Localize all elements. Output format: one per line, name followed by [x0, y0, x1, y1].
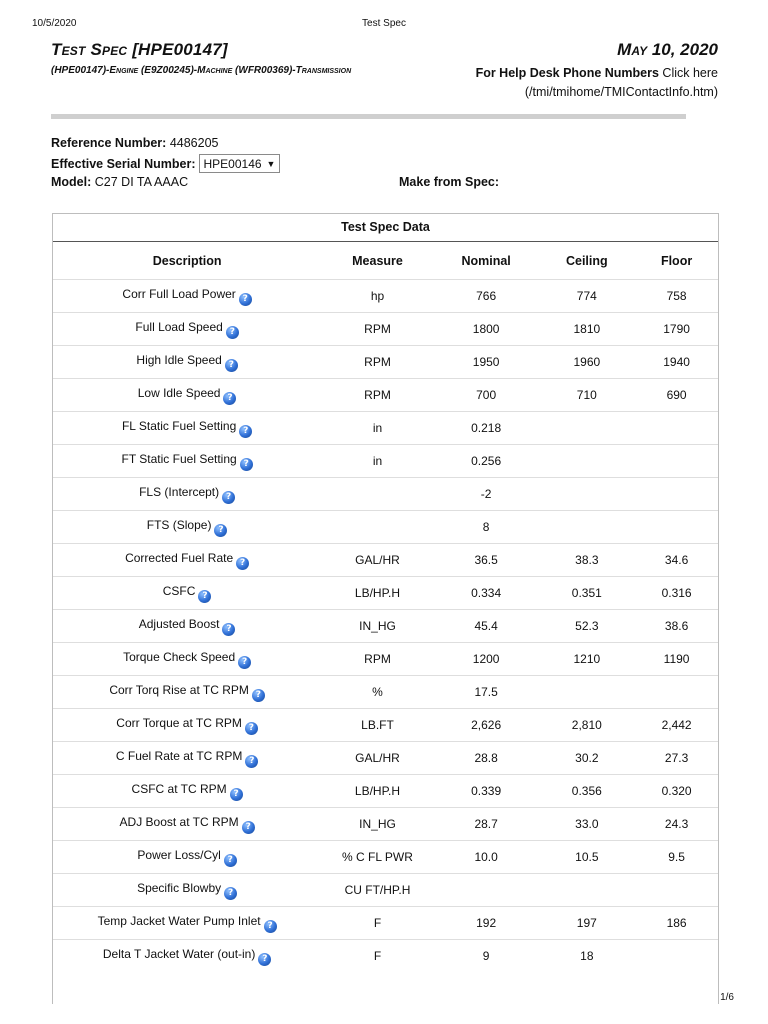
- help-icon[interactable]: ?: [236, 557, 249, 570]
- nominal-text: -2: [480, 487, 492, 501]
- table-row: [53, 577, 718, 610]
- table-header-row: [53, 242, 718, 280]
- help-icon[interactable]: ?: [224, 887, 237, 900]
- cell-floor: [635, 775, 718, 808]
- floor-text: 34.6: [664, 553, 689, 567]
- cell-measure: [321, 412, 434, 445]
- ceiling-text: 197: [576, 916, 597, 930]
- column-header-measure: Measure: [352, 253, 403, 268]
- description-text: FT Static Fuel Setting: [121, 451, 237, 466]
- cell-ceiling: [538, 346, 635, 379]
- cell-nominal: [434, 478, 539, 511]
- cell-measure: [321, 742, 434, 775]
- nominal-text: 1200: [472, 652, 500, 666]
- make-from-spec-label: Make from Spec:: [399, 175, 500, 189]
- cell-nominal: [434, 511, 539, 544]
- cell-ceiling: [538, 412, 635, 445]
- nominal-text: 28.7: [474, 817, 498, 831]
- cell-floor: [635, 841, 718, 874]
- serial-number-value: HPE00146: [203, 156, 262, 171]
- description-text: Specific Blowby: [137, 880, 222, 895]
- table-row: [53, 511, 718, 544]
- help-icon[interactable]: ?: [239, 425, 252, 438]
- cell-measure: [321, 280, 434, 313]
- cell-measure: [321, 379, 434, 412]
- floor-text: 38.6: [664, 619, 689, 633]
- print-title: Test Spec: [362, 18, 406, 29]
- cell-ceiling: [538, 313, 635, 346]
- cell-measure: [321, 940, 434, 973]
- cell-measure: [321, 907, 434, 940]
- measure-text: IN_HG: [359, 619, 396, 633]
- help-icon[interactable]: ?: [222, 623, 235, 636]
- nominal-text: 1950: [472, 355, 500, 369]
- cell-ceiling: [538, 511, 635, 544]
- cell-description: [53, 379, 321, 412]
- nominal-text: 1800: [472, 322, 500, 336]
- measure-text: RPM: [364, 388, 391, 402]
- ceiling-text: 1810: [573, 322, 601, 336]
- cell-nominal: [434, 709, 539, 742]
- cell-measure: [321, 676, 434, 709]
- measure-text: LB/HP.H: [354, 586, 401, 600]
- cell-floor: [635, 544, 718, 577]
- measure-text: RPM: [364, 355, 391, 369]
- description-text: Adjusted Boost: [138, 616, 220, 631]
- cell-description: [53, 940, 321, 973]
- cell-ceiling: [538, 544, 635, 577]
- cell-measure: [321, 808, 434, 841]
- measure-text: GAL/HR: [355, 553, 400, 567]
- ceiling-text: 33.0: [575, 817, 599, 831]
- cell-nominal: [434, 775, 539, 808]
- serial-number-label: Effective Serial Number:: [51, 156, 196, 171]
- cell-measure: [321, 478, 434, 511]
- table-row: [53, 280, 718, 313]
- measure-text: RPM: [364, 652, 391, 666]
- model: [51, 175, 188, 189]
- cell-description: [53, 841, 321, 874]
- print-header: [0, 18, 768, 32]
- model-label: Model:: [51, 175, 92, 189]
- help-icon[interactable]: ?: [225, 359, 238, 372]
- description-text: Corrected Fuel Rate: [125, 550, 234, 565]
- cell-nominal: [434, 907, 539, 940]
- help-icon[interactable]: ?: [264, 920, 277, 933]
- column-header-ceiling: Ceiling: [565, 253, 608, 268]
- cell-nominal: [434, 445, 539, 478]
- help-desk-info: [476, 64, 718, 102]
- table-row: [53, 940, 718, 973]
- page-number: 1/6: [720, 992, 734, 1003]
- help-icon[interactable]: ?: [198, 590, 211, 603]
- help-desk-link[interactable]: Click here: [662, 66, 718, 80]
- ceiling-text: 1960: [573, 355, 601, 369]
- ceiling-text: 710: [576, 388, 597, 402]
- table-row: [53, 676, 718, 709]
- table-row: [53, 841, 718, 874]
- test-spec-table: [53, 242, 718, 972]
- cell-description: [53, 478, 321, 511]
- ceiling-text: 38.3: [575, 553, 599, 567]
- description-text: Corr Torque at TC RPM: [116, 715, 242, 730]
- cell-floor: [635, 610, 718, 643]
- measure-text: F: [373, 949, 382, 963]
- cell-nominal: [434, 940, 539, 973]
- cell-measure: [321, 445, 434, 478]
- cell-floor: [635, 313, 718, 346]
- table-row: [53, 775, 718, 808]
- ceiling-text: 1210: [573, 652, 601, 666]
- cell-ceiling: [538, 907, 635, 940]
- table-row: [53, 445, 718, 478]
- measure-text: in: [372, 454, 383, 468]
- floor-text: 27.3: [664, 751, 689, 765]
- help-icon[interactable]: ?: [245, 722, 258, 735]
- cell-measure: [321, 709, 434, 742]
- nominal-text: 10.0: [474, 850, 498, 864]
- cell-measure: [321, 610, 434, 643]
- cell-nominal: [434, 610, 539, 643]
- help-icon[interactable]: ?: [239, 293, 252, 306]
- floor-text: 2,442: [661, 718, 692, 732]
- cell-ceiling: [538, 379, 635, 412]
- cell-description: [53, 577, 321, 610]
- description-text: C Fuel Rate at TC RPM: [115, 748, 243, 763]
- nominal-text: 766: [476, 289, 497, 303]
- cell-floor: [635, 511, 718, 544]
- cell-description: [53, 643, 321, 676]
- measure-text: hp: [370, 289, 385, 303]
- cell-description: [53, 808, 321, 841]
- table-row: [53, 478, 718, 511]
- cell-measure: [321, 841, 434, 874]
- cell-measure: [321, 775, 434, 808]
- cell-nominal: [434, 676, 539, 709]
- cell-description: [53, 346, 321, 379]
- help-icon[interactable]: ?: [252, 689, 265, 702]
- help-icon[interactable]: ?: [240, 458, 253, 471]
- ceiling-text: 774: [576, 289, 597, 303]
- nominal-text: 8: [482, 520, 490, 534]
- table-row: [53, 907, 718, 940]
- cell-ceiling: [538, 709, 635, 742]
- cell-measure: [321, 313, 434, 346]
- measure-text: LB.FT: [361, 718, 394, 732]
- help-desk-label: For Help Desk Phone Numbers: [475, 66, 659, 80]
- print-date: 10/5/2020: [32, 18, 77, 29]
- description-text: FL Static Fuel Setting: [121, 418, 237, 433]
- header-divider: [51, 114, 686, 119]
- ceiling-text: 10.5: [575, 850, 599, 864]
- cell-nominal: [434, 808, 539, 841]
- measure-text: % C FL PWR: [342, 850, 413, 864]
- help-icon[interactable]: ?: [226, 326, 239, 339]
- floor-text: 24.3: [664, 817, 689, 831]
- ceiling-text: 0.356: [571, 784, 602, 798]
- cell-measure: [321, 346, 434, 379]
- cell-nominal: [434, 379, 539, 412]
- cell-ceiling: [538, 940, 635, 973]
- cell-nominal: [434, 346, 539, 379]
- help-icon[interactable]: ?: [245, 755, 258, 768]
- description-text: Corr Torq Rise at TC RPM: [109, 682, 249, 697]
- cell-floor: [635, 808, 718, 841]
- column-header-nominal: Nominal: [461, 253, 511, 268]
- effective-serial-number: [51, 154, 280, 173]
- help-icon[interactable]: ?: [242, 821, 255, 834]
- measure-text: F: [373, 916, 382, 930]
- measure-text: IN_HG: [359, 817, 396, 831]
- cell-nominal: [434, 742, 539, 775]
- description-text: ADJ Boost at TC RPM: [119, 814, 239, 829]
- description-text: High Idle Speed: [136, 352, 222, 367]
- cell-ceiling: [538, 478, 635, 511]
- cell-nominal: [434, 280, 539, 313]
- cell-ceiling: [538, 676, 635, 709]
- serial-number-select[interactable]: [199, 154, 281, 173]
- measure-text: LB/HP.H: [354, 784, 401, 798]
- nominal-text: 45.4: [474, 619, 498, 633]
- cell-description: [53, 544, 321, 577]
- cell-measure: [321, 643, 434, 676]
- description-text: Low Idle Speed: [137, 385, 221, 400]
- help-icon[interactable]: ?: [214, 524, 227, 537]
- cell-floor: [635, 412, 718, 445]
- cell-description: [53, 709, 321, 742]
- cell-ceiling: [538, 775, 635, 808]
- help-icon[interactable]: ?: [224, 854, 237, 867]
- reference-number-label: Reference Number:: [51, 136, 167, 150]
- column-header-floor: Floor: [660, 253, 693, 268]
- floor-text: 1940: [663, 355, 690, 369]
- description-text: Temp Jacket Water Pump Inlet: [97, 913, 261, 928]
- cell-nominal: [434, 841, 539, 874]
- description-text: FTS (Slope): [146, 517, 212, 532]
- description-text: Torque Check Speed: [123, 649, 236, 664]
- cell-description: [53, 874, 321, 907]
- description-text: FLS (Intercept): [139, 484, 220, 499]
- cell-floor: [635, 742, 718, 775]
- cell-description: [53, 280, 321, 313]
- cell-floor: [635, 907, 718, 940]
- cell-description: [53, 610, 321, 643]
- cell-nominal: [434, 874, 539, 907]
- measure-text: GAL/HR: [355, 751, 400, 765]
- model-value: C27 DI TA AAAC: [94, 175, 189, 189]
- help-icon[interactable]: ?: [258, 953, 271, 966]
- dropdown-arrow-icon: ▼: [266, 158, 276, 169]
- cell-ceiling: [538, 280, 635, 313]
- cell-ceiling: [538, 577, 635, 610]
- nominal-text: 9: [482, 949, 490, 963]
- cell-description: [53, 445, 321, 478]
- cell-ceiling: [538, 841, 635, 874]
- table-row: [53, 874, 718, 907]
- cell-floor: [635, 709, 718, 742]
- cell-ceiling: [538, 874, 635, 907]
- floor-text: 1790: [663, 322, 690, 336]
- cell-floor: [635, 940, 718, 973]
- table-row: [53, 379, 718, 412]
- cell-nominal: [434, 412, 539, 445]
- ceiling-text: 2,810: [571, 718, 602, 732]
- nominal-text: 192: [476, 916, 497, 930]
- cell-measure: [321, 874, 434, 907]
- table-row: [53, 742, 718, 775]
- help-icon[interactable]: ?: [223, 392, 236, 405]
- document-date: May 10, 2020: [617, 40, 718, 59]
- table-row: [53, 544, 718, 577]
- table-row: [53, 313, 718, 346]
- reference-number-value: 4486205: [169, 136, 219, 150]
- test-spec-data-caption: Test Spec Data: [53, 214, 718, 242]
- measure-text: CU FT/HP.H: [344, 883, 411, 897]
- cell-floor: [635, 346, 718, 379]
- reference-number: [51, 136, 218, 150]
- help-desk-path: (/tmi/tmihome/TMIContactInfo.htm): [524, 85, 718, 99]
- cell-nominal: [434, 313, 539, 346]
- description-text: CSFC: [162, 583, 196, 598]
- floor-text: 690: [666, 388, 687, 402]
- table-row: [53, 610, 718, 643]
- description-text: Corr Full Load Power: [122, 286, 236, 301]
- column-header-description: Description: [152, 253, 222, 268]
- cell-floor: [635, 445, 718, 478]
- cell-measure: [321, 577, 434, 610]
- cell-nominal: [434, 544, 539, 577]
- cell-floor: [635, 643, 718, 676]
- description-text: Delta T Jacket Water (out-in): [102, 946, 256, 961]
- nominal-text: 17.5: [474, 685, 498, 699]
- cell-floor: [635, 874, 718, 907]
- table-row: [53, 709, 718, 742]
- help-icon[interactable]: ?: [238, 656, 251, 669]
- cell-description: [53, 676, 321, 709]
- nominal-text: 28.8: [474, 751, 498, 765]
- floor-text: 0.320: [661, 784, 692, 798]
- table-row: [53, 346, 718, 379]
- cell-nominal: [434, 577, 539, 610]
- table-row: [53, 643, 718, 676]
- floor-text: 1190: [663, 652, 690, 666]
- cell-measure: [321, 544, 434, 577]
- cell-measure: [321, 511, 434, 544]
- cell-description: [53, 742, 321, 775]
- nominal-text: 0.218: [471, 421, 502, 435]
- page-title: [51, 40, 228, 60]
- help-icon[interactable]: ?: [230, 788, 243, 801]
- description-text: Power Loss/Cyl: [137, 847, 221, 862]
- cell-floor: [635, 478, 718, 511]
- description-text: CSFC at TC RPM: [131, 781, 227, 796]
- cell-ceiling: [538, 610, 635, 643]
- cell-description: [53, 907, 321, 940]
- ceiling-text: 30.2: [575, 751, 599, 765]
- table-row: [53, 412, 718, 445]
- measure-text: %: [372, 685, 383, 699]
- cell-floor: [635, 280, 718, 313]
- page-title-id: [HPE00147]: [127, 40, 228, 59]
- nominal-text: 36.5: [474, 553, 498, 567]
- page-title-prefix: Test Spec: [51, 40, 128, 59]
- cell-nominal: [434, 643, 539, 676]
- help-icon[interactable]: ?: [222, 491, 235, 504]
- floor-text: 9.5: [668, 850, 685, 864]
- cell-description: [53, 313, 321, 346]
- ceiling-text: 18: [580, 949, 594, 963]
- floor-text: 758: [666, 289, 687, 303]
- cell-ceiling: [538, 742, 635, 775]
- ceiling-text: 52.3: [575, 619, 599, 633]
- description-text: Full Load Speed: [135, 319, 223, 334]
- page-subtitle: (HPE00147)-Engine (E9Z00245)-Machine (WFR00369)-Transmission: [51, 65, 352, 76]
- floor-text: 186: [666, 916, 687, 930]
- table-row: [53, 808, 718, 841]
- measure-text: in: [372, 421, 383, 435]
- cell-description: [53, 775, 321, 808]
- nominal-text: 0.339: [471, 784, 502, 798]
- nominal-text: 2,626: [471, 718, 502, 732]
- cell-description: [53, 412, 321, 445]
- cell-ceiling: [538, 643, 635, 676]
- nominal-text: 700: [476, 388, 497, 402]
- floor-text: 0.316: [661, 586, 692, 600]
- cell-floor: [635, 379, 718, 412]
- nominal-text: 0.334: [471, 586, 502, 600]
- cell-floor: [635, 676, 718, 709]
- ceiling-text: 0.351: [571, 586, 602, 600]
- cell-description: [53, 511, 321, 544]
- test-spec-table-body: [53, 280, 718, 973]
- cell-ceiling: [538, 808, 635, 841]
- nominal-text: 0.256: [471, 454, 502, 468]
- measure-text: RPM: [364, 322, 391, 336]
- cell-floor: [635, 577, 718, 610]
- test-spec-data-panel: [52, 213, 719, 1004]
- cell-ceiling: [538, 445, 635, 478]
